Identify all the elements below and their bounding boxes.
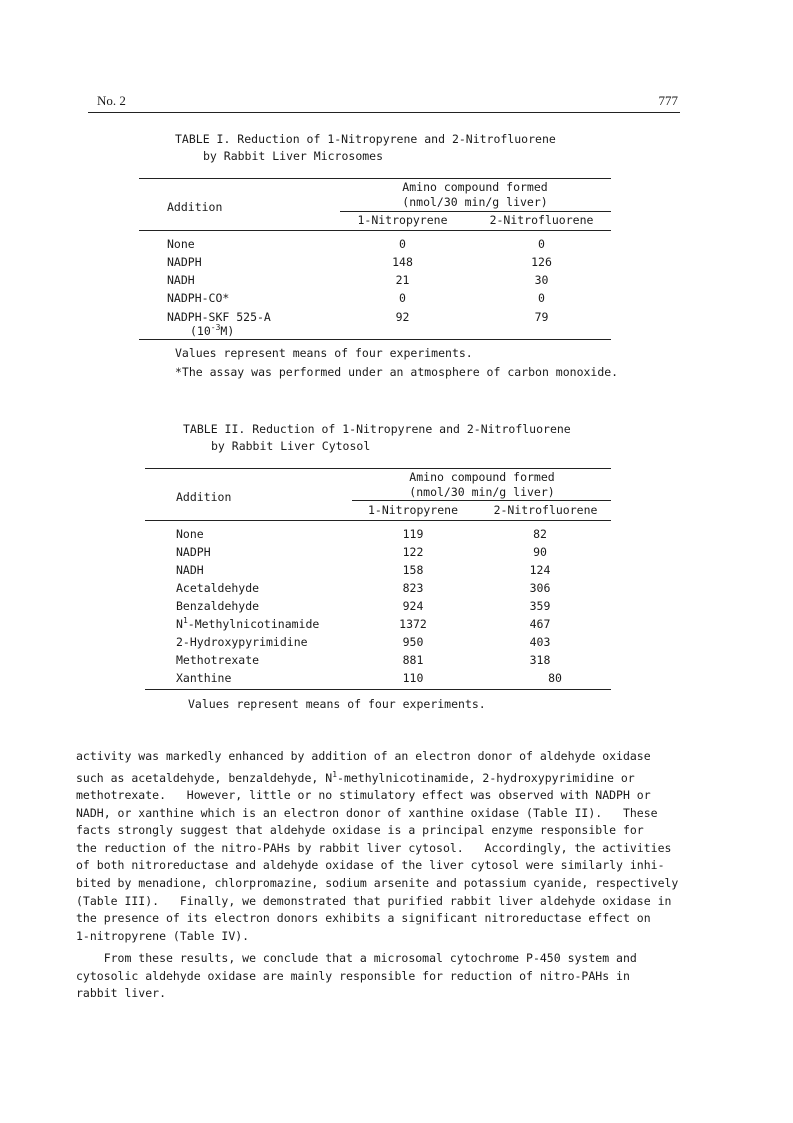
table2-row-value-b: 306 (529, 581, 551, 595)
table2-row-value-a: 1372 (399, 617, 427, 631)
table2-row-value-b: 80 (548, 671, 562, 685)
table1-group-header-1: Amino compound formed (402, 180, 548, 194)
text-line: NADH, or xanthine which is an electron donor of xanthine oxidase (Table II). These (76, 805, 658, 820)
table2-row-value-a: 119 (402, 527, 424, 541)
table1-row-addition: NADH (167, 273, 195, 287)
table2-note-1: Values represent means of four experiments. (188, 697, 486, 711)
table1-row-addition: NADPH (167, 255, 202, 269)
table2-row-value-b: 403 (529, 635, 551, 649)
text-line: the presence of its electron donors exhibits a significant nitroreductase effect on (76, 911, 651, 926)
table1-group-header-2: (nmol/30 min/g liver) (402, 195, 548, 209)
table1-group-rule (340, 211, 611, 212)
table2-caption (183, 421, 571, 455)
table2-caption-line1: TABLE II. Reduction of 1-Nitropyrene and 2-Nitrofluorene (183, 422, 571, 436)
table1-top-rule (139, 178, 611, 179)
table2-col-nitrofluorene: 2-Nitrofluorene (493, 503, 598, 517)
table2-row-value-a: 881 (402, 653, 424, 667)
table1-caption (175, 131, 556, 165)
table2-row-value-b: 124 (529, 563, 551, 577)
table2-row-addition: Xanthine (176, 671, 232, 685)
table1-row-addition: NADPH-SKF 525-A (167, 310, 271, 324)
table1-col-addition: Addition (167, 200, 223, 214)
table1-row-addition: NADPH-CO* (167, 291, 230, 305)
table2-group-header-1: Amino compound formed (409, 470, 555, 484)
table2-row-value-b: 359 (529, 599, 551, 613)
table2-row-value-a: 110 (402, 671, 424, 685)
table1-row-value-b: 79 (534, 310, 549, 324)
table1-caption-line1: TABLE I. Reduction of 1-Nitropyrene and 2-Nitrofluorene (175, 132, 556, 146)
text-line: the reduction of the nitro-PAHs by rabbit liver cytosol. Accordingly, the activities (76, 840, 672, 855)
table1-note-2: *The assay was performed under an atmosphere of carbon monoxide. (175, 365, 619, 379)
text-line: facts strongly suggest that aldehyde oxidase is a principal enzyme responsible for (76, 823, 644, 838)
text-line: rabbit liver. (76, 986, 167, 1001)
table2-row-value-a: 122 (402, 545, 424, 559)
text-line: bited by menadione, chlorpromazine, sodium arsenite and potassium cyanide, respectively (76, 875, 679, 890)
body-paragraph-2 (76, 950, 716, 1003)
table2-row-addition: NADPH (176, 545, 211, 559)
table2-row-value-a: 950 (402, 635, 424, 649)
table2-bottom-rule (145, 689, 611, 690)
body-paragraph-1 (76, 748, 716, 945)
table1-row-value-b: 126 (531, 255, 552, 269)
text-line: activity was markedly enhanced by addition of an electron donor of aldehyde oxidase (76, 749, 651, 763)
text-line: of both nitroreductase and aldehyde oxidase of the liver cytosol were similarly inhi- (76, 858, 665, 873)
table1-row-value-b: 0 (538, 237, 545, 251)
table2-row-value-a: 823 (402, 581, 424, 595)
table2-group-header-2: (nmol/30 min/g liver) (409, 485, 555, 499)
table1-col-nitropyrene: 1-Nitropyrene (357, 213, 448, 227)
text-line: such as acetaldehyde, benzaldehyde, $N^1$-methylnicotinamide, 2-hydroxypyrimidine or (76, 769, 635, 785)
table2-row-addition: None (176, 527, 204, 541)
table1-row-value-a: 0 (399, 291, 406, 305)
table2-row-addition: Acetaldehyde (176, 581, 260, 595)
table2-row-value-b: 82 (533, 527, 547, 541)
table1-row-value-b: 30 (534, 273, 549, 287)
table2-row-value-a: 158 (402, 563, 424, 577)
exponent: -3 (210, 323, 221, 332)
superscript: 1 (332, 769, 338, 779)
table2-row-value-b: 90 (533, 545, 547, 559)
table2-row-value-b: 467 (529, 617, 551, 631)
table1-row-concentration: $(10^{-3}M)$ (190, 323, 235, 338)
table2-col-nitropyrene: 1-Nitropyrene (367, 503, 458, 517)
table1-row-value-a: 21 (395, 273, 410, 287)
table1-row-value-a: 148 (392, 255, 413, 269)
table1-row-value-a: 92 (395, 310, 410, 324)
table1-row-value-b: 0 (538, 291, 545, 305)
table1-caption-line2: by Rabbit Liver Microsomes (203, 149, 384, 163)
table1-note-1: Values represent means of four experiments. (175, 346, 473, 360)
table1-row-value-a: 0 (399, 237, 406, 251)
table2-row-addition: 2-Hydroxypyrimidine (176, 635, 308, 649)
text-line: (Table III). Finally, we demonstrated that purified rabbit liver aldehyde oxidase in (76, 893, 672, 908)
text-line: From these results, we conclude that a microsomal cytochrome P-450 system and (76, 951, 637, 965)
table2-col-addition: Addition (176, 490, 232, 504)
table2-row-addition: $N^1$-Methylnicotinamide (176, 616, 320, 631)
superscript: 1 (182, 616, 188, 625)
table1-bottom-rule (139, 339, 611, 340)
text-line: methotrexate. However, little or no stimulatory effect was observed with NADPH or (76, 788, 651, 803)
page-header (97, 93, 678, 113)
header-rule (88, 112, 680, 113)
table2-caption-line2: by Rabbit Liver Cytosol (211, 439, 371, 453)
table1-header-rule (139, 230, 611, 231)
journal-issue-number: No. 2 (97, 93, 126, 108)
table2-row-addition: Methotrexate (176, 653, 260, 667)
table2-row-addition: Benzaldehyde (176, 599, 260, 613)
table2-row-value-b: 318 (529, 653, 551, 667)
text-line: 1-nitropyrene (Table IV). (76, 928, 250, 943)
table2-header-rule (145, 520, 611, 521)
table1-row-addition: None (167, 237, 195, 251)
table2-row-addition: NADH (176, 563, 204, 577)
table2-group-rule (352, 500, 611, 501)
table1-col-nitrofluorene: 2-Nitrofluorene (489, 213, 594, 227)
page-number: 777 (658, 93, 678, 108)
text-line: cytosolic aldehyde oxidase are mainly responsible for reduction of nitro-PAHs in (76, 968, 630, 983)
table2-row-value-a: 924 (402, 599, 424, 613)
table2-top-rule (145, 468, 611, 469)
